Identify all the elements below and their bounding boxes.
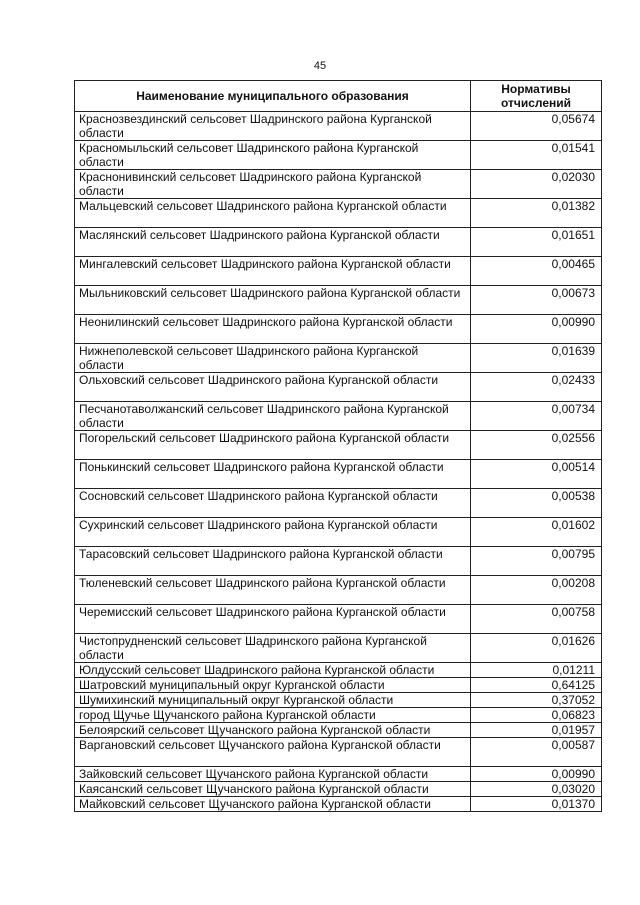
table-row — [75, 767, 602, 782]
table-row — [75, 738, 602, 767]
allocation-norm-value: 0,02556 — [471, 431, 602, 460]
municipality-name: Чистопрудненский сельсовет Шадринского района Курганской области — [75, 634, 471, 663]
municipality-name: Белоярский сельсовет Щучанского района Курганской области — [75, 723, 471, 738]
allocation-norm-value: 0,02030 — [471, 170, 602, 199]
municipality-name: Мыльниковский сельсовет Шадринского района Курганской области — [75, 286, 471, 315]
allocation-norms-table — [74, 80, 602, 812]
municipality-name: Юлдусский сельсовет Шадринского района Курганской области — [75, 663, 471, 678]
allocation-norm-value: 0,03020 — [471, 782, 602, 797]
municipality-name: Сосновский сельсовет Шадринского района Курганской области — [75, 489, 471, 518]
table-row — [75, 723, 602, 738]
allocation-norm-value: 0,00465 — [471, 257, 602, 286]
allocation-norm-value: 0,64125 — [471, 678, 602, 693]
municipality-name: Каясанский сельсовет Щучанского района Курганской области — [75, 782, 471, 797]
municipality-name: Шумихинский муниципальный округ Курганской области — [75, 693, 471, 708]
municipality-name: Маслянский сельсовет Шадринского района Курганской области — [75, 228, 471, 257]
allocation-norm-value: 0,00587 — [471, 738, 602, 767]
table-row — [75, 797, 602, 812]
table-row — [75, 431, 602, 460]
table-header-row — [75, 81, 602, 112]
allocation-norm-value: 0,01602 — [471, 518, 602, 547]
allocation-norm-value: 0,00538 — [471, 489, 602, 518]
municipality-name: Шатровский муниципальный округ Курганской области — [75, 678, 471, 693]
table-row — [75, 489, 602, 518]
municipality-name: Красномыльский сельсовет Шадринского района Курганской области — [75, 141, 471, 170]
allocation-norm-value: 0,01651 — [471, 228, 602, 257]
allocation-norm-value: 0,01370 — [471, 797, 602, 812]
allocation-norm-value: 0,06823 — [471, 708, 602, 723]
municipality-name: Мальцевский сельсовет Шадринского района Курганской области — [75, 199, 471, 228]
municipality-name: Черемисский сельсовет Шадринского района Курганской области — [75, 605, 471, 634]
municipality-name: Погорельский сельсовет Шадринского района Курганской области — [75, 431, 471, 460]
allocation-norm-value: 0,00673 — [471, 286, 602, 315]
table-row — [75, 315, 602, 344]
table-row — [75, 663, 602, 678]
page-number: 45 — [313, 60, 327, 72]
table-row — [75, 141, 602, 170]
municipality-name: Краснозвездинский сельсовет Шадринского района Курганской области — [75, 112, 471, 141]
municipality-name: город Щучье Щучанского района Курганской области — [75, 708, 471, 723]
table-row — [75, 199, 602, 228]
column-header-value: Нормативы отчислений — [471, 81, 602, 112]
municipality-name: Нижнеполевской сельсовет Шадринского района Курганской области — [75, 344, 471, 373]
allocation-norm-value: 0,01639 — [471, 344, 602, 373]
table-row — [75, 605, 602, 634]
table-row — [75, 576, 602, 605]
municipality-name: Сухринский сельсовет Шадринского района Курганской области — [75, 518, 471, 547]
allocation-norm-value: 0,00758 — [471, 605, 602, 634]
column-header-name: Наименование муниципального образования — [75, 81, 471, 112]
allocation-norm-value: 0,00734 — [471, 402, 602, 431]
municipality-name: Тюленевский сельсовет Шадринского района Курганской области — [75, 576, 471, 605]
table-row — [75, 518, 602, 547]
allocation-norm-value: 0,01957 — [471, 723, 602, 738]
table-row — [75, 257, 602, 286]
table-row — [75, 634, 602, 663]
table-row — [75, 782, 602, 797]
allocation-norm-value: 0,00795 — [471, 547, 602, 576]
municipality-name: Зайковский сельсовет Щучанского района Курганской области — [75, 767, 471, 782]
table-row — [75, 170, 602, 199]
municipality-name: Понькинский сельсовет Шадринского района Курганской области — [75, 460, 471, 489]
municipality-name: Мингалевский сельсовет Шадринского района Курганской области — [75, 257, 471, 286]
table-row — [75, 402, 602, 431]
table-row — [75, 708, 602, 723]
allocation-norm-value: 0,02433 — [471, 373, 602, 402]
allocation-norm-value: 0,00990 — [471, 767, 602, 782]
municipality-name: Краснонивинский сельсовет Шадринского района Курганской области — [75, 170, 471, 199]
allocation-norm-value: 0,05674 — [471, 112, 602, 141]
table-row — [75, 344, 602, 373]
municipality-name: Ольховский сельсовет Шадринского района Курганской области — [75, 373, 471, 402]
allocation-norm-value: 0,01626 — [471, 634, 602, 663]
allocation-norm-value: 0,37052 — [471, 693, 602, 708]
municipality-name: Тарасовский сельсовет Шадринского района Курганской области — [75, 547, 471, 576]
allocation-norm-value: 0,01211 — [471, 663, 602, 678]
table-row — [75, 286, 602, 315]
table-row — [75, 547, 602, 576]
allocation-norm-value: 0,01382 — [471, 199, 602, 228]
allocation-norm-value: 0,00514 — [471, 460, 602, 489]
table-row — [75, 373, 602, 402]
table-row — [75, 678, 602, 693]
municipality-name: Варгановский сельсовет Щучанского района Курганской области — [75, 738, 471, 767]
allocation-norm-value: 0,01541 — [471, 141, 602, 170]
allocation-norm-value: 0,00208 — [471, 576, 602, 605]
table-row — [75, 460, 602, 489]
table-row — [75, 693, 602, 708]
municipality-name: Неонилинский сельсовет Шадринского района Курганской области — [75, 315, 471, 344]
allocation-norm-value: 0,00990 — [471, 315, 602, 344]
table-row — [75, 228, 602, 257]
table-row — [75, 112, 602, 141]
municipality-name: Песчанотаволжанский сельсовет Шадринского района Курганской области — [75, 402, 471, 431]
municipality-name: Майковский сельсовет Щучанского района Курганской области — [75, 797, 471, 812]
